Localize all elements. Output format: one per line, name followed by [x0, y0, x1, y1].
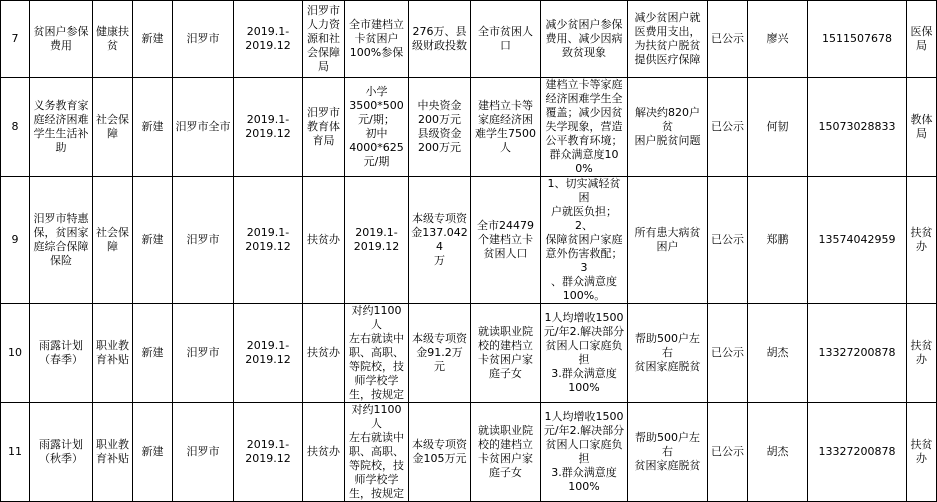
cell-category: 社会保 障 — [93, 177, 133, 304]
cell-type: 新建 — [133, 78, 173, 177]
cell-beneficiaries: 就读职业院 校的建档立 卡贫困户家 庭子女 — [471, 304, 541, 403]
cell-no: 9 — [1, 177, 30, 304]
table-row — [1, 1, 937, 78]
cell-goal: 帮助500户左右 贫困家庭脱贫 — [628, 304, 708, 403]
cell-status: 已公示 — [708, 1, 748, 78]
cell-status: 已公示 — [708, 78, 748, 177]
cell-beneficiaries: 全市24479 个建档立卡 贫困人口 — [471, 177, 541, 304]
cell-status: 已公示 — [708, 177, 748, 304]
cell-contact: 胡杰 — [748, 304, 808, 403]
cell-unit: 扶贫 办 — [907, 403, 937, 502]
cell-mechanism: 1人均增收1500 元/年2.解决部分 贫困人口家庭负 担 3.群众满意度 100% — [541, 304, 628, 403]
cell-content: 对约1100人 左右就读中 职、高职、 等院校，技 师学校学 生，按规定 — [345, 403, 409, 502]
cell-location: 汨罗市 — [173, 304, 234, 403]
cell-dept: 扶贫办 — [303, 177, 345, 304]
cell-unit: 扶贫 办 — [907, 177, 937, 304]
cell-unit: 扶贫 办 — [907, 304, 937, 403]
cell-no: 10 — [1, 304, 30, 403]
cell-period: 2019.1- 2019.12 — [234, 177, 303, 304]
cell-no: 8 — [1, 78, 30, 177]
cell-type: 新建 — [133, 304, 173, 403]
cell-mechanism: 1人均增收1500 元/年2.解决部分 贫困人口家庭负 担 3.群众满意度 100% — [541, 403, 628, 502]
cell-contact: 郑鹏 — [748, 177, 808, 304]
cell-dept: 扶贫办 — [303, 304, 345, 403]
cell-beneficiaries: 就读职业院 校的建档立 卡贫困户家 庭子女 — [471, 403, 541, 502]
cell-funds: 276万、县 级财政投数 — [409, 1, 471, 78]
cell-category: 职业教 育补贴 — [93, 403, 133, 502]
cell-phone: 13327200878 — [808, 304, 907, 403]
cell-period: 2019.1- 2019.12 — [234, 403, 303, 502]
cell-goal: 解决约820户贫 困户脱贫问题 — [628, 78, 708, 177]
cell-funds: 本级专项资 金91.2万元 — [409, 304, 471, 403]
cell-funds: 本级专项资 金105万元 — [409, 403, 471, 502]
cell-unit: 医保 局 — [907, 1, 937, 78]
cell-type: 新建 — [133, 177, 173, 304]
cell-goal: 帮助500户左右 贫困家庭脱贫 — [628, 403, 708, 502]
cell-type: 新建 — [133, 1, 173, 78]
cell-dept: 汨罗市 教育体 育局 — [303, 78, 345, 177]
table-row — [1, 177, 937, 304]
table-row — [1, 78, 937, 177]
cell-location: 汨罗市全市 — [173, 78, 234, 177]
cell-contact: 胡杰 — [748, 403, 808, 502]
cell-phone: 15073028833 — [808, 78, 907, 177]
cell-type: 新建 — [133, 403, 173, 502]
cell-period: 2019.1- 2019.12 — [234, 78, 303, 177]
cell-phone: 13574042959 — [808, 177, 907, 304]
cell-no: 7 — [1, 1, 30, 78]
cell-no: 11 — [1, 403, 30, 502]
cell-location: 汨罗市 — [173, 403, 234, 502]
cell-period: 2019.1- 2019.12 — [234, 304, 303, 403]
table-row — [1, 304, 937, 403]
cell-dept: 汨罗市 人力资 源和社 会保障 局 — [303, 1, 345, 78]
cell-category: 健康扶 贫 — [93, 1, 133, 78]
cell-location: 汨罗市 — [173, 177, 234, 304]
cell-phone: 1511507678 — [808, 1, 907, 78]
cell-unit: 教体 局 — [907, 78, 937, 177]
cell-content: 小学 3500*500 元/期； 初中 4000*625 元/期 — [345, 78, 409, 177]
cell-category: 社会保 障 — [93, 78, 133, 177]
cell-content: 全市建档立 卡贫困户 100%参保 — [345, 1, 409, 78]
cell-beneficiaries: 建档立卡等 家庭经济困 难学生7500 人 — [471, 78, 541, 177]
cell-mechanism: 1、切实减轻贫困 户就医负担；2、 保障贫困户家庭 意外伤害救配；3 、群众满意度 100%。 — [541, 177, 628, 304]
cell-funds: 本级专项资 金137.0424 万 — [409, 177, 471, 304]
cell-beneficiaries: 全市贫困人 口 — [471, 1, 541, 78]
cell-project-name: 贫困户参保 费用 — [30, 1, 93, 78]
cell-location: 汨罗市 — [173, 1, 234, 78]
cell-goal: 减少贫困户就 医费用支出， 为扶贫户脱贫 提供医疗保障 — [628, 1, 708, 78]
cell-category: 职业教 育补贴 — [93, 304, 133, 403]
cell-project-name: 义务教育家 庭经济困难 学生生活补 助 — [30, 78, 93, 177]
cell-phone: 13327200878 — [808, 403, 907, 502]
cell-project-name: 汨罗市特惠 保，贫困家 庭综合保障 保险 — [30, 177, 93, 304]
cell-content: 对约1100人 左右就读中 职、高职、 等院校，技 师学校学 生，按规定 — [345, 304, 409, 403]
cell-period: 2019.1- 2019.12 — [234, 1, 303, 78]
cell-dept: 扶贫办 — [303, 403, 345, 502]
cell-contact: 廖兴 — [748, 1, 808, 78]
cell-funds: 中央资金 200万元 县级资金 200万元 — [409, 78, 471, 177]
cell-mechanism: 减少贫困户参保 费用、减少因病 致贫现象 — [541, 1, 628, 78]
cell-mechanism: 建档立卡等家庭 经济困难学生全 覆盖；减少因贫 失学现象，营造 公平教育环境； 群众满意度100% — [541, 78, 628, 177]
cell-status: 已公示 — [708, 403, 748, 502]
cell-goal: 所有患大病贫 困户 — [628, 177, 708, 304]
cell-project-name: 雨露计划 （秋季） — [30, 403, 93, 502]
cell-project-name: 雨露计划 （春季） — [30, 304, 93, 403]
cell-content: 2019.1- 2019.12 — [345, 177, 409, 304]
cell-status: 已公示 — [708, 304, 748, 403]
cell-contact: 何韧 — [748, 78, 808, 177]
table-row — [1, 403, 937, 502]
